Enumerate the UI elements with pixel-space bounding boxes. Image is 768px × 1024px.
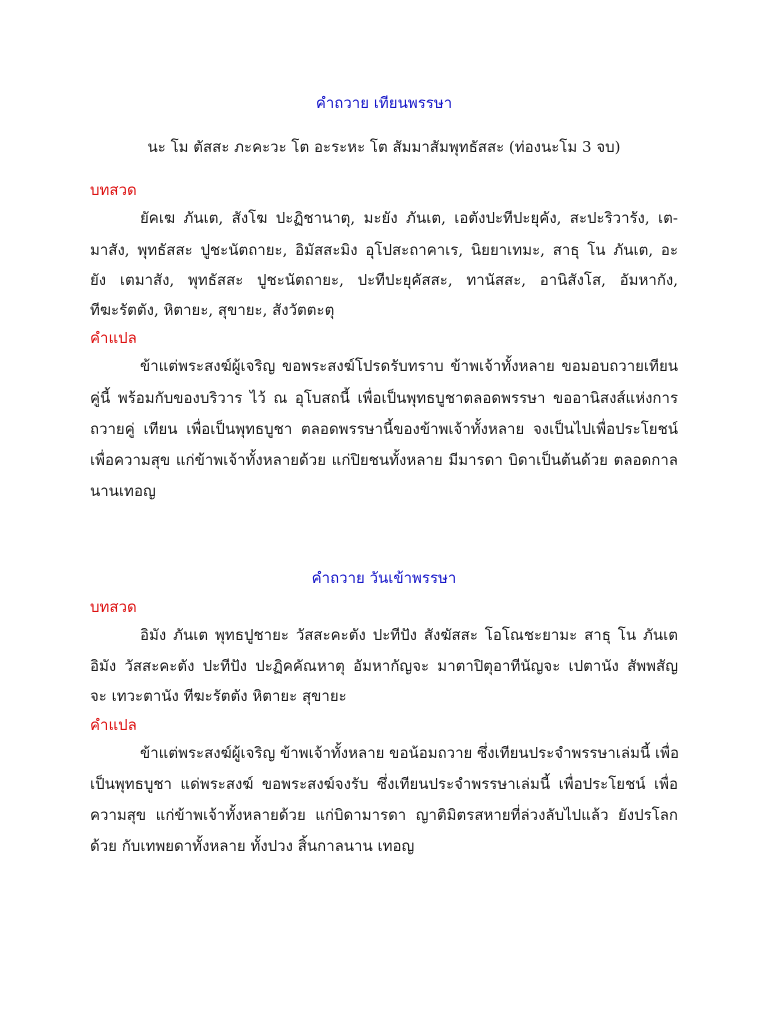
namo-line: นะ โม ตัสสะ ภะคะวะ โต อะระหะ โต สัมมาสัมพุทธัสสะ (ท่องนะโม 3 จบ): [147, 138, 621, 156]
section2-chant-heading: บทสวด: [90, 598, 137, 616]
section2-translation-line: ความสุข แก่ข้าพเจ้าทั้งหลายด้วย แก่บิดามารดา ญาติมิตรสหายที่ล่วงลับไปแล้ว ยังปรโลก: [90, 806, 678, 824]
section1-translation-line: เพื่อความสุข แก่ข้าพเจ้าทั้งหลายด้วย แก่ปิยชนทั้งหลาย มีมารดา บิดาเป็นต้นด้วย ตลอดกาล: [90, 451, 678, 469]
section1-translation-line: ถวายคู่ เทียน เพื่อเป็นพุทธบูชา ตลอดพรรษานี้ของข้าพเจ้าทั้งหลาย จงเป็นไปเพื่อประโยชน์: [90, 420, 678, 438]
section1-chant-line: ยัง เตมาสัง, พุทธัสสะ ปูชะนัตถายะ, ปะทีปะยุคัสสะ, ทานัสสะ, อานิสังโส, อัมหากัง,: [90, 271, 678, 289]
section2-chant-line: อิมัง ภันเต พุทธปูชายะ วัสสะคะตัง ปะทีปัง สังฆัสสะ โอโณชะยามะ สาธุ โน ภันเต: [140, 626, 678, 644]
section2-chant-line: จะ เทวะตานัง ทีฆะรัตตัง หิตายะ สุขายะ: [90, 687, 347, 705]
section2-chant-line: อิมัง วัสสะคะตัง ปะทีปัง ปะฏิคคัณหาตุ อัมหากัญจะ มาตาปิตุอาทีนัญจะ เปตานัง สัพพสัญ: [90, 657, 678, 675]
section1-chant-line: ยัคเฆ ภันเต, สังโฆ ปะฏิชานาตุ, มะยัง ภันเต, เอตังปะทีปะยุคัง, สะปะริวารัง, เต-: [140, 209, 678, 227]
section1-title: คำถวาย เทียนพรรษา: [315, 94, 453, 112]
section1-translation-heading: คำแปล: [90, 329, 137, 347]
section1-translation-line: คู่นี้ พร้อมกับของบริวาร ไว้ ณ อุโบสถนี้ เพื่อเป็นพุทธบูชาตลอดพรรษา ขออานิสงส์แห่งการ: [90, 389, 678, 407]
section2-translation-line: ข้าแต่พระสงฆ์ผู้เจริญ ข้าพเจ้าทั้งหลาย ขอน้อมถวาย ซึ่งเทียนประจำพรรษาเล่มนี้ เพื่อ: [140, 744, 680, 762]
section1-translation-line: นานเทอญ: [90, 482, 156, 500]
section1-chant-line: ทีฆะรัตตัง, หิตายะ, สุขายะ, สังวัตตะตุ: [90, 301, 335, 319]
section2-title: คำถวาย วันเข้าพรรษา: [311, 569, 457, 587]
section1-translation-line: ข้าแต่พระสงฆ์ผู้เจริญ ขอพระสงฆ์โปรดรับทราบ ข้าพเจ้าทั้งหลาย ขอมอบถวายเทียน: [140, 357, 678, 375]
section2-translation-line: ด้วย กับเทพยดาทั้งหลาย ทั้งปวง สิ้นกาลนาน เทอญ: [90, 837, 415, 855]
section1-chant-heading: บทสวด: [90, 181, 137, 199]
section1-chant-line: มาสัง, พุทธัสสะ ปูชะนัตถายะ, อิมัสสะมิง อุโปสะถาคาเร, นิยยาเทมะ, สาธุ โน ภันเต, อะ: [90, 241, 678, 259]
section2-translation-heading: คำแปล: [90, 716, 137, 734]
section2-translation-line: เป็นพุทธบูชา แด่พระสงฆ์ ขอพระสงฆ์จงรับ ซึ่งเทียนประจำพรรษาเล่มนี้ เพื่อประโยชน์ เพื่อ: [90, 775, 678, 793]
